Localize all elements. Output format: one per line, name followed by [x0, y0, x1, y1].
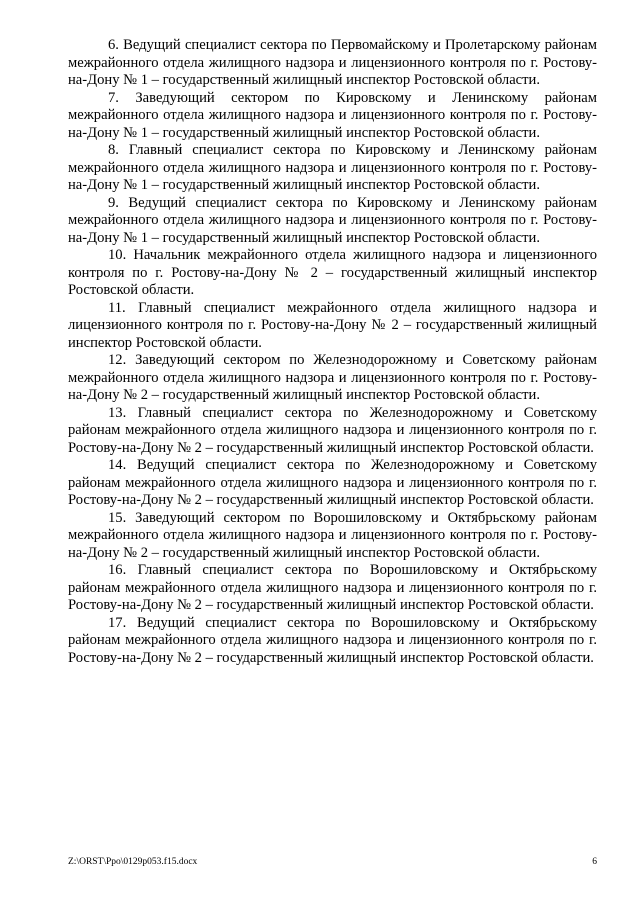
list-item-6: 6. Ведущий специалист сектора по Первомайскому и Пролетарскому районам межрайонного отдела жилищного надзора и лицензионного контроля по г. Ростову-на-Дону № 1 – государственный жилищный инспектор Ростовской области.	[68, 37, 597, 88]
list-item-8: 8. Главный специалист сектора по Кировскому и Ленинскому районам межрайонного отдела жилищного надзора и лицензионного контроля по г. Ростову-на-Дону № 1 – государственный жилищный инспектор Ростовской области.	[68, 142, 597, 193]
list-item-12: 12. Заведующий сектором по Железнодорожному и Советскому районам межрайонного отдела жилищного надзора и лицензионного контроля по г. Ростову-на-Дону № 2 – государственный жилищный инспектор Ростовской области.	[68, 352, 597, 403]
list-item-13: 13. Главный специалист сектора по Железнодорожному и Советскому районам межрайонного отдела жилищного надзора и лицензионного контроля по г. Ростову-на-Дону № 2 – государственный жилищный инспектор Ростовской области.	[68, 404, 597, 456]
file-path: Z:\ORST\Ppo\0129p053.f15.docx	[68, 857, 198, 867]
list-item-10: 10. Начальник межрайонного отдела жилищного надзора и лицензионного контроля по г. Ростову-на-Дону № 2 – государственный жилищный инспектор Ростовской области.	[68, 247, 597, 298]
list-item-16: 16. Главный специалист сектора по Ворошиловскому и Октябрьскому районам межрайонного отдела жилищного надзора и лицензионного контроля по г. Ростову-на-Дону № 2 – государственный жилищный инспектор Ростовской области.	[68, 562, 597, 613]
list-item-15: 15. Заведующий сектором по Ворошиловскому и Октябрьскому районам межрайонного отдела жилищного надзора и лицензионного контроля по г. Ростову-на-Дону № 2 – государственный жилищный инспектор Ростовской области.	[68, 509, 597, 561]
list-item-17: 17. Ведущий специалист сектора по Ворошиловскому и Октябрьскому районам межрайонного отдела жилищного надзора и лицензионного контроля по г. Ростову-на-Дону № 2 – государственный жилищный инспектор Ростовской области.	[68, 614, 597, 666]
page-number: 6	[592, 857, 597, 867]
list-item-7: 7. Заведующий сектором по Кировскому и Ленинскому районам межрайонного отдела жилищного надзора и лицензионного контроля по г. Ростову-на-Дону № 1 – государственный жилищный инспектор Ростовской области.	[68, 89, 597, 141]
document-body	[68, 37, 597, 667]
list-item-14: 14. Ведущий специалист сектора по Железнодорожному и Советскому районам межрайонного отдела жилищного надзора и лицензионного контроля по г. Ростову-на-Дону № 2 – государственный жилищный инспектор Ростовской области.	[68, 457, 597, 508]
list-item-9: 9. Ведущий специалист сектора по Кировскому и Ленинскому районам межрайонного отдела жилищного надзора и лицензионного контроля по г. Ростову-на-Дону № 1 – государственный жилищный инспектор Ростовской области.	[68, 194, 597, 246]
page-footer	[68, 855, 597, 869]
list-item-11: 11. Главный специалист межрайонного отдела жилищного надзора и лицензионного контроля по г. Ростову-на-Дону № 2 – государственный жилищный инспектор Ростовской области.	[68, 299, 597, 351]
